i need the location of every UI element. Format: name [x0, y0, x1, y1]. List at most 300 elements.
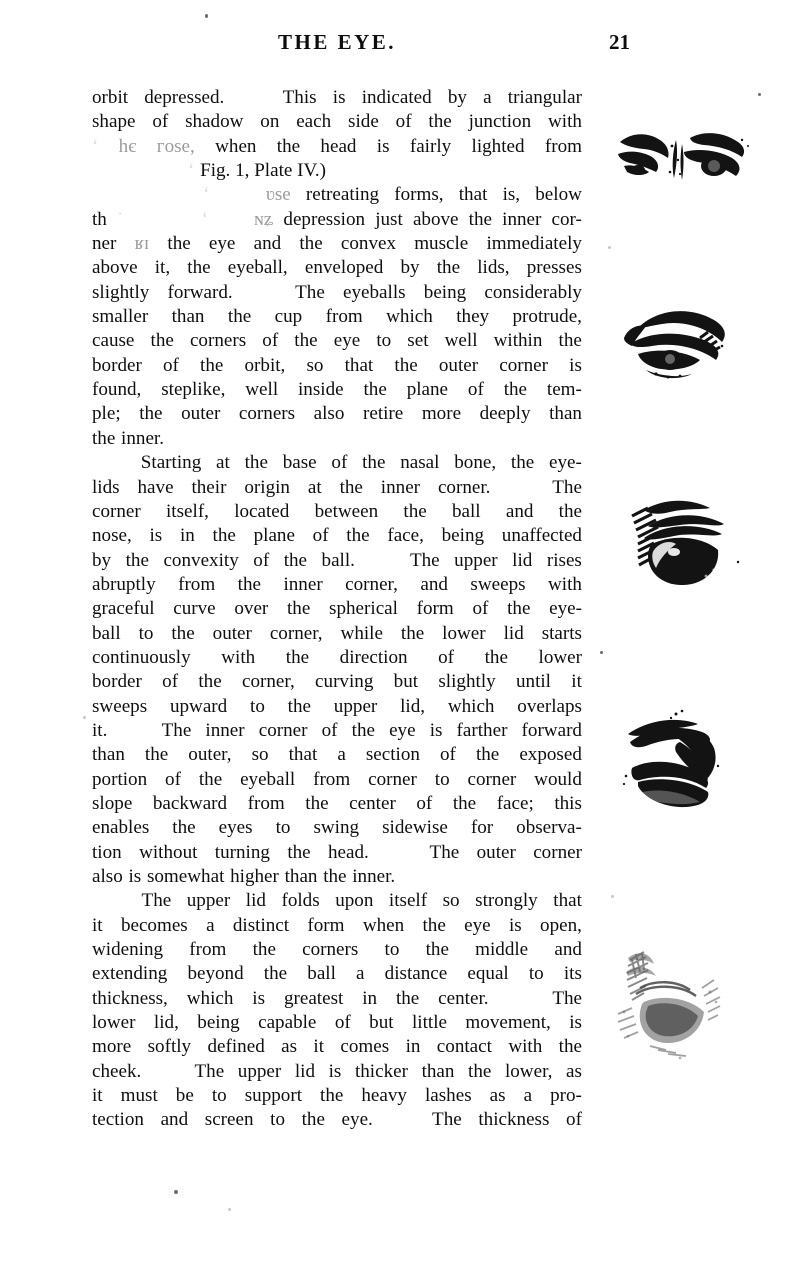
damage-gap	[92, 183, 188, 207]
word: on	[260, 111, 280, 133]
word: turning	[214, 841, 270, 863]
word: lid	[294, 1060, 316, 1082]
damage-gap	[251, 281, 277, 305]
word: the	[558, 330, 582, 352]
word: corner	[368, 768, 417, 790]
scan-speckle	[228, 1208, 231, 1211]
word: that	[344, 354, 374, 376]
word: is	[252, 987, 266, 1009]
word: so	[442, 890, 460, 912]
word: thickness,	[92, 987, 168, 1009]
word: the	[320, 1085, 344, 1107]
word: which	[386, 306, 433, 328]
word: is	[328, 1060, 342, 1082]
word: form	[307, 914, 345, 936]
word: but	[369, 1012, 394, 1034]
word: the	[237, 573, 261, 595]
word: ball	[451, 500, 481, 522]
word: upper	[333, 695, 378, 717]
word: section	[365, 744, 420, 766]
word: orbit,	[244, 354, 286, 376]
word: the	[125, 549, 149, 571]
word: when	[362, 914, 405, 936]
word: without	[139, 841, 198, 863]
word: also	[92, 866, 123, 887]
word: itself,	[166, 500, 209, 522]
word: the	[200, 354, 224, 376]
word: ʻ	[203, 184, 210, 206]
word: eye-	[549, 452, 582, 474]
word: folds	[281, 890, 320, 912]
word: found,	[92, 379, 142, 401]
word: lid	[512, 549, 533, 571]
word: the	[305, 792, 329, 814]
word: is	[429, 719, 443, 741]
word: the	[452, 792, 477, 814]
word: ʁɪ	[134, 233, 150, 255]
text-line	[92, 524, 582, 548]
word: is	[508, 914, 522, 936]
scan-speckle	[611, 895, 614, 898]
text-line	[92, 451, 582, 475]
word: so	[251, 744, 269, 766]
word: open,	[540, 914, 582, 936]
word: corners	[238, 403, 296, 425]
word: form	[416, 598, 454, 620]
word: corner,	[345, 573, 398, 595]
word: the	[507, 598, 531, 620]
word: is	[569, 1012, 582, 1034]
word: at	[216, 452, 230, 474]
text-line	[92, 159, 582, 183]
word: cause	[92, 330, 135, 352]
word: nasal	[400, 452, 440, 474]
word: plane	[406, 379, 449, 401]
word: than	[421, 1060, 455, 1082]
word: border	[92, 354, 142, 376]
word: the	[323, 866, 347, 887]
word: immediately	[486, 233, 582, 255]
word: the	[198, 768, 223, 790]
word: ball	[92, 622, 121, 644]
body-text-column	[92, 86, 582, 1133]
word: from	[325, 306, 363, 328]
word: cup	[274, 306, 303, 328]
word: support	[244, 1085, 302, 1107]
word: of	[331, 452, 348, 474]
word: by	[400, 257, 420, 279]
word: the	[475, 744, 500, 766]
text-line	[92, 865, 582, 889]
word: a	[206, 914, 215, 936]
word: corner.	[437, 476, 491, 498]
word: by	[447, 87, 467, 108]
word: little	[412, 1012, 447, 1034]
word: ple;	[92, 403, 121, 425]
word: of	[416, 792, 433, 814]
text-line	[92, 232, 582, 256]
word: convex	[340, 233, 397, 255]
word: and	[554, 939, 582, 961]
word: lid,	[400, 695, 426, 717]
word: it	[92, 1085, 103, 1107]
word: when	[215, 135, 257, 157]
word: by	[92, 549, 112, 571]
text-line	[92, 695, 582, 719]
word: outer,	[188, 744, 232, 766]
word: muscle	[414, 233, 469, 255]
word: lid,	[153, 1012, 179, 1034]
word: the	[400, 622, 425, 644]
word: more	[421, 403, 462, 425]
word: would	[534, 768, 582, 790]
damage-gap	[155, 1060, 181, 1084]
word: of	[395, 111, 412, 133]
word: the	[395, 987, 420, 1009]
word: continuously	[92, 646, 191, 668]
word: the	[425, 939, 449, 961]
word: corner	[92, 500, 141, 522]
word: The	[194, 1060, 225, 1082]
word: as	[281, 1036, 298, 1058]
word: the	[503, 379, 528, 401]
word: while	[340, 622, 383, 644]
word: a	[523, 1085, 533, 1107]
text-line	[92, 402, 582, 426]
word: pro-	[550, 1085, 582, 1107]
word: comes	[340, 1036, 390, 1058]
word: face;	[496, 792, 534, 814]
word: protrude,	[512, 306, 582, 328]
word: outer	[438, 354, 479, 376]
word: and	[160, 1109, 189, 1131]
text-line	[92, 354, 582, 378]
word: they	[456, 306, 490, 328]
word: the	[283, 549, 308, 571]
word: The	[552, 476, 582, 498]
word: lower	[92, 1012, 136, 1034]
word: upon	[335, 890, 374, 912]
word: eye	[208, 233, 236, 255]
word: in	[362, 987, 378, 1009]
word: гose,	[156, 135, 195, 157]
text-line	[92, 646, 582, 670]
word: backward	[152, 792, 228, 814]
damage-gap	[92, 451, 126, 475]
word: the	[187, 257, 211, 279]
word: to	[376, 330, 392, 352]
word: inner	[283, 573, 323, 595]
word: swing	[313, 817, 360, 839]
word: than	[92, 744, 125, 766]
word: the	[227, 306, 252, 328]
word: itself	[388, 890, 428, 912]
word: to	[275, 817, 291, 839]
word: face,	[387, 525, 424, 547]
word: abruptly	[92, 573, 156, 595]
word: until	[515, 671, 551, 693]
word: for	[470, 817, 494, 839]
text-line	[92, 135, 582, 159]
text-line	[92, 938, 582, 962]
word: unaffected	[501, 525, 582, 547]
word: cheek.	[92, 1060, 142, 1082]
word: The	[429, 841, 460, 863]
word: to	[528, 963, 544, 985]
word: exposed	[519, 744, 582, 766]
word: spherical	[329, 598, 398, 620]
word: between	[314, 500, 379, 522]
word: The	[432, 1109, 462, 1131]
word: the	[294, 330, 318, 352]
word: the	[558, 500, 582, 522]
word: than	[549, 403, 582, 425]
word: border	[92, 671, 142, 693]
word: and	[253, 233, 282, 255]
word: be	[175, 1085, 194, 1107]
word: from	[313, 768, 351, 790]
word: head	[320, 135, 357, 157]
word: so	[306, 354, 324, 376]
word: corners	[302, 939, 359, 961]
word: that	[553, 890, 582, 912]
word: which	[186, 987, 234, 1009]
word: the	[484, 646, 508, 668]
scan-speckle	[174, 1190, 178, 1194]
word: of	[162, 354, 179, 376]
word: ner	[92, 233, 117, 255]
word: the	[252, 939, 276, 961]
word: lashes	[424, 1085, 472, 1107]
word: their	[191, 476, 227, 498]
word: from	[178, 573, 216, 595]
word: head.	[328, 841, 369, 863]
word: convexity	[163, 549, 239, 571]
word: the	[92, 427, 116, 449]
text-line	[92, 889, 582, 913]
word: lids	[92, 476, 120, 498]
scan-speckle	[758, 93, 761, 96]
word: the	[468, 1060, 492, 1082]
word: set	[407, 330, 429, 352]
word: lower	[442, 622, 486, 644]
scan-speckle	[608, 246, 611, 249]
word: of	[566, 1109, 582, 1131]
word: deeply	[479, 403, 531, 425]
word: the	[346, 525, 370, 547]
running-head	[92, 30, 630, 64]
word: slightly	[438, 671, 496, 693]
word: the	[150, 330, 174, 352]
word: junction	[468, 111, 532, 133]
word: movement,	[465, 1012, 551, 1034]
word: the	[287, 695, 311, 717]
eye-pencil-sketch	[610, 946, 750, 1064]
word: the	[212, 525, 236, 547]
word: Starting	[140, 452, 202, 474]
word: the	[422, 914, 446, 936]
damage-gap	[92, 159, 188, 183]
word: indicated	[361, 87, 432, 108]
word: the	[287, 841, 311, 863]
word: portion	[92, 768, 148, 790]
word: it	[571, 671, 582, 693]
word: lower,	[504, 1060, 553, 1082]
word: The	[552, 987, 582, 1009]
text-line	[92, 476, 582, 500]
word: fairly	[409, 135, 452, 157]
word: steplike,	[161, 379, 226, 401]
word: graceful	[92, 598, 155, 620]
word: overlaps	[517, 695, 582, 717]
word: is,	[502, 184, 521, 206]
word: over	[234, 598, 269, 620]
word: softly	[147, 1036, 192, 1058]
word: to	[211, 1085, 227, 1107]
word: ʻ	[92, 135, 99, 157]
word: triangular	[507, 87, 582, 108]
scan-speckle	[600, 651, 603, 654]
text-line	[92, 281, 582, 305]
word: of	[162, 671, 179, 693]
word: curving	[315, 671, 374, 693]
word: the	[299, 233, 323, 255]
word: of	[262, 330, 279, 352]
word: to	[250, 695, 265, 717]
word: that	[288, 744, 318, 766]
word: is	[149, 525, 163, 547]
word: the	[394, 354, 418, 376]
word: retreating	[305, 184, 380, 206]
damage-gap	[386, 841, 412, 865]
damage-gap	[92, 889, 126, 913]
word: the	[244, 452, 268, 474]
word: well	[245, 379, 279, 401]
word: a	[483, 87, 492, 108]
word: the	[301, 1109, 325, 1131]
word: inside	[298, 379, 344, 401]
word: nose,	[92, 525, 132, 547]
word: lid	[503, 622, 524, 644]
word: considerably	[484, 281, 582, 303]
word: equal	[467, 963, 509, 985]
word: The	[161, 719, 192, 741]
word: is	[569, 354, 582, 376]
text-line	[92, 1060, 582, 1084]
word: eye	[389, 719, 416, 741]
word: that	[458, 184, 488, 206]
word: within	[493, 330, 543, 352]
word: corner	[533, 841, 582, 863]
word: center	[349, 792, 396, 814]
word: below	[535, 184, 582, 206]
word: capable	[258, 1012, 317, 1034]
word: lower	[538, 646, 582, 668]
word: from	[189, 939, 227, 961]
word: a	[356, 963, 365, 985]
word: eye-	[549, 598, 582, 620]
word: the	[351, 719, 375, 741]
word: outer	[476, 841, 516, 863]
word: origin	[244, 476, 290, 498]
word: in	[179, 525, 195, 547]
word: th	[92, 208, 107, 230]
word: the	[510, 452, 535, 474]
damage-gap	[218, 208, 244, 232]
text-line	[92, 110, 582, 134]
word: higher	[230, 866, 279, 887]
text-line	[92, 500, 582, 524]
word: to	[434, 768, 450, 790]
word: forms,	[394, 184, 444, 206]
word: of	[312, 525, 329, 547]
text-line	[92, 1011, 582, 1035]
word: in	[405, 1036, 421, 1058]
word: base	[282, 452, 317, 474]
word: screen	[204, 1109, 254, 1131]
page-title: THE EYE.	[277, 30, 397, 54]
word: inner.	[352, 866, 396, 887]
word: of	[439, 744, 456, 766]
eye-three-quarter-view	[614, 706, 754, 812]
word: widening	[92, 939, 164, 961]
word: eye	[333, 330, 361, 352]
word: it	[313, 1036, 325, 1058]
word: each	[296, 111, 332, 133]
word: direction	[339, 646, 408, 668]
word: forward	[521, 719, 582, 741]
word: ʻ	[201, 208, 208, 230]
word: of	[152, 111, 169, 133]
word: inner.	[121, 427, 164, 449]
word: it.	[92, 719, 108, 741]
word: distance	[384, 963, 448, 985]
word: above	[412, 208, 459, 230]
word: is	[332, 87, 346, 108]
word: The	[295, 281, 325, 303]
word: bone,	[454, 452, 497, 474]
word: orbit	[92, 87, 129, 108]
text-line	[92, 378, 582, 402]
word: a	[337, 744, 346, 766]
word: well	[444, 330, 478, 352]
word: corner	[258, 719, 308, 741]
word: sweeps	[92, 695, 148, 717]
word: retire	[362, 403, 404, 425]
word: greatest	[283, 987, 344, 1009]
word: of	[467, 379, 484, 401]
text-line	[92, 305, 582, 329]
text-line	[92, 670, 582, 694]
word: depression	[283, 208, 366, 230]
word: side	[348, 111, 379, 133]
single-eye-ink-study	[612, 298, 752, 390]
word: lighted	[471, 135, 525, 157]
word: being	[423, 281, 467, 303]
word: have	[137, 476, 174, 498]
word: tion	[92, 841, 122, 863]
word: ball	[307, 963, 336, 985]
word: above	[92, 257, 138, 279]
word: with	[548, 573, 582, 595]
word: being	[197, 1012, 240, 1034]
page-number: 21	[609, 30, 630, 54]
word: also	[313, 403, 345, 425]
word: from	[544, 135, 582, 157]
word: shadow	[185, 111, 244, 133]
word: depressed.	[144, 87, 225, 108]
word: of	[438, 646, 455, 668]
